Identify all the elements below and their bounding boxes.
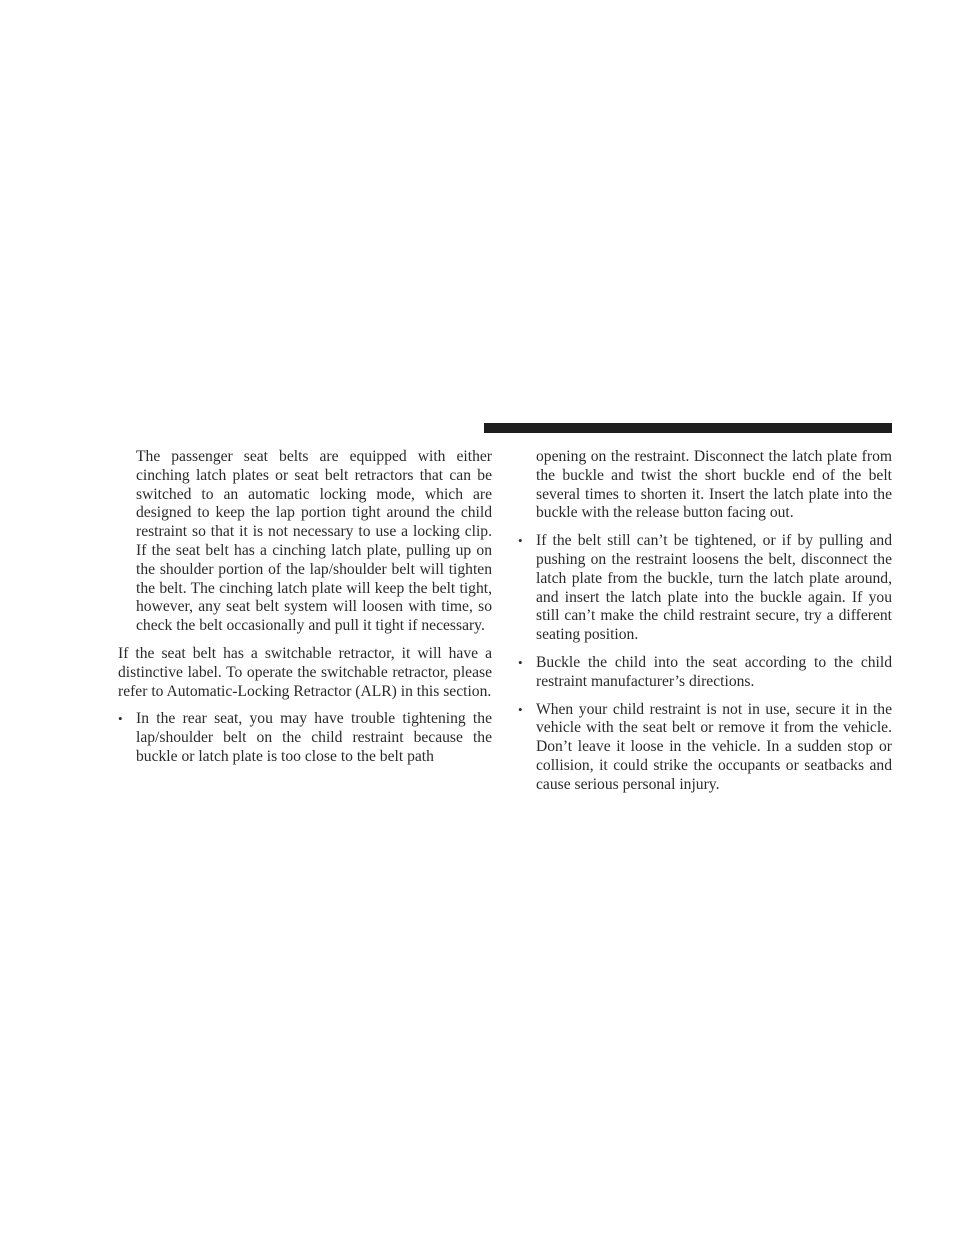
continued-paragraph: opening on the restraint. Disconnect the latch plate from the buckle and twist the short buckle end of the belt several times to shorten it. Insert the latch plate into the buckle with the release button facing out. <box>536 448 892 522</box>
list-item-belt-tightened <box>518 532 892 645</box>
list-item-text: If the belt still can’t be tightened, or if by pulling and pushing on the restraint loosens the belt, disconnect the latch plate from the buckle, turn the latch plate around, and insert the latch plate into the buckle again. If you still can’t make the child restraint secure, try a different seating position. <box>536 532 892 644</box>
list-item-text: In the rear seat, you may have trouble tightening the lap/shoulder belt on the child restraint because the buckle or latch plate is too close to the belt path <box>136 710 492 765</box>
left-column <box>118 448 492 776</box>
list-item-rear-seat <box>118 710 492 766</box>
list-item-buckle-child <box>518 654 892 692</box>
switchable-retractor-paragraph: If the seat belt has a switchable retractor, it will have a distinctive label. To operate the switchable retractor, please refer to Automatic-Locking Retractor (ALR) in this section. <box>118 644 492 700</box>
bullet-icon: • <box>518 701 523 717</box>
bullet-icon: • <box>518 654 523 670</box>
list-item-text: When your child restraint is not in use, secure it in the vehicle with the seat belt or remove it from the vehicle. Don’t leave it loose in the vehicle. In a sudden stop or collision, it could strike the occupants or seatbacks and cause serious personal injury. <box>536 700 892 793</box>
list-item-not-in-use <box>518 701 892 795</box>
section-header-rule <box>484 423 892 433</box>
right-column <box>518 448 892 804</box>
bullet-icon: • <box>518 533 523 549</box>
bullet-icon: • <box>118 711 123 727</box>
cinching-latch-paragraph: The passenger seat belts are equipped with either cinching latch plates or seat belt retractors that can be switched to an automatic locking mode, which are designed to keep the lap portion tight around the child restraint so that it is not necessary to use a locking clip. If the seat belt has a cinching latch plate, pulling up on the shoulder portion of the lap/shoulder belt will tighten the belt. The cinching latch plate will keep the belt tight, however, any seat belt system will loosen with time, so check the belt occasionally and pull it tight if necessary. <box>136 448 492 635</box>
list-item-text: Buckle the child into the seat according to the child restraint manufacturer’s directions. <box>536 653 892 690</box>
